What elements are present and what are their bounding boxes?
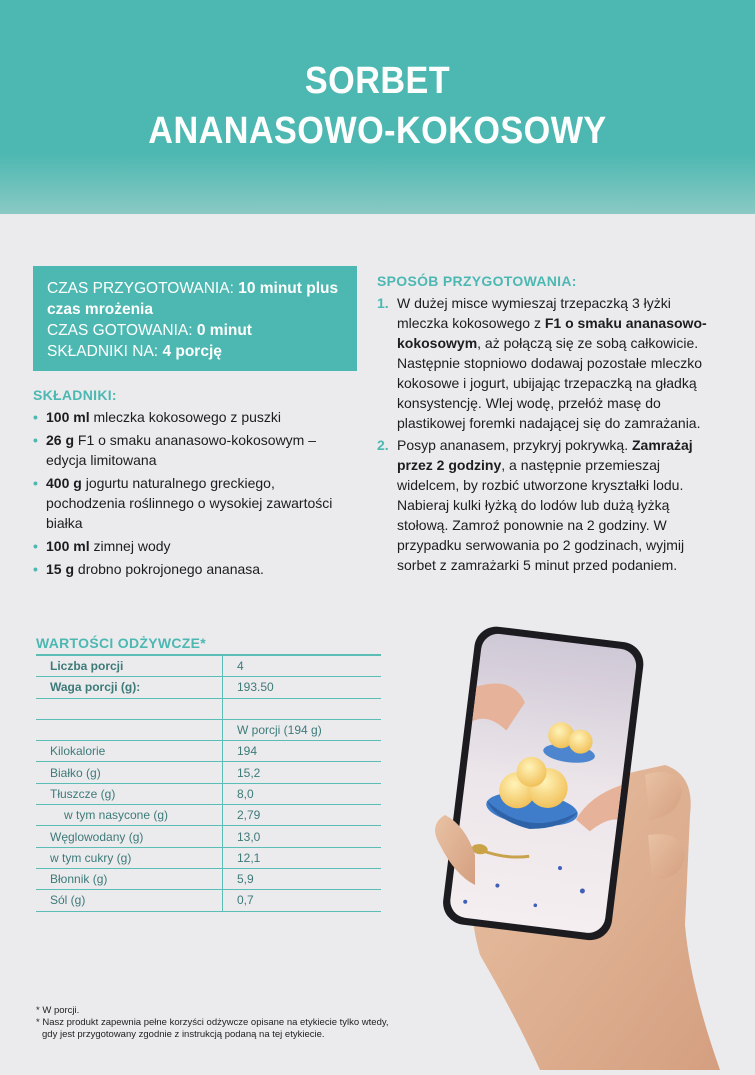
nutrition-label: Kilokalorie xyxy=(36,741,223,762)
ingredient-amount: 100 ml xyxy=(46,538,90,554)
table-row xyxy=(36,826,381,847)
nutrition-value: 2,79 xyxy=(223,805,382,826)
cook-label: CZAS GOTOWANIA: xyxy=(47,322,193,339)
nutrition-value: 12,1 xyxy=(223,847,382,868)
step-bold: Zamrażaj przez 2 godziny xyxy=(397,437,693,473)
nutrition-label: Błonnik (g) xyxy=(36,868,223,889)
nutrition-label: Węglowodany (g) xyxy=(36,826,223,847)
ingredient-amount: 15 g xyxy=(46,561,75,577)
ingredient-text: zimnej wody xyxy=(93,538,171,554)
step-text: , a następnie przemieszaj widelcem, by rozbić utworzone kryształki lodu. Nabieraj kulki łyżką do lodów lub dużą łyżką stołową. Zamroź ponownie na 2 godziny. W przypadku serwowania po 2 godzinach, wyjmij sorbet z zamrażarki 5 minut przed podaniem. xyxy=(397,457,685,573)
recipe-info-box xyxy=(33,266,357,371)
ingredient-amount: 26 g xyxy=(46,432,75,448)
step-bold: F1 o smaku ananasowo-kokosowym xyxy=(397,315,707,351)
nutrition-label xyxy=(36,719,223,740)
footnotes xyxy=(36,1005,396,1041)
nutrition-value: 193.50 xyxy=(223,677,382,698)
nutrition-label: Waga porcji (g): xyxy=(36,677,223,698)
ingredient-amount: 100 ml xyxy=(46,409,90,425)
footnote-1: * W porcji. xyxy=(36,1005,80,1016)
list-item xyxy=(33,536,353,556)
table-row xyxy=(36,741,381,762)
nutrition-value: 4 xyxy=(223,655,382,677)
table-row xyxy=(36,805,381,826)
ingredient-text: mleczka kokosowego z puszki xyxy=(93,409,282,425)
step-text: , aż połączą się ze sobą całkowicie. Następnie stopniowo dodawaj pozostałe mleczko kokosowe i jogurt, ubijając trzepaczką na gładką konsystencję. Wlej wodę, przełóż masę do plastikowej foremki nadającej się do zamrażania. xyxy=(397,335,703,431)
footnote-2: * Nasz produkt zapewnia pełne korzyści odżywcze opisane na etykiecie tylko wtedy, gdy jest przygotowany zgodnie z instrukcją podaną na tej etykiecie. xyxy=(36,1017,389,1040)
title-line-2: ANANASOWO-KOKOSOWY xyxy=(148,110,607,152)
table-row xyxy=(36,719,381,740)
nutrition-label: w tym nasycone (g) xyxy=(36,805,223,826)
nutrition-label xyxy=(36,698,223,719)
table-row xyxy=(36,868,381,889)
nutrition-heading: WARTOŚCI ODŻYWCZE* xyxy=(36,635,207,651)
nutrition-label: Tłuszcze (g) xyxy=(36,783,223,804)
list-item xyxy=(33,559,353,579)
nutrition-value: 0,7 xyxy=(223,890,382,911)
table-row xyxy=(36,762,381,783)
nutrition-label: Sól (g) xyxy=(36,890,223,911)
page-title xyxy=(38,56,718,156)
step-number: 1. xyxy=(377,295,389,311)
step-text: W dużej misce wymieszaj trzepaczką 3 łyżki mleczka kokosowego z xyxy=(397,295,671,331)
ingredient-text: jogurtu naturalnego greckiego, pochodzenia roślinnego o wysokiej zawartości białka xyxy=(46,475,333,531)
table-row xyxy=(36,677,381,698)
table-row xyxy=(36,890,381,911)
list-item xyxy=(33,430,353,470)
ingredient-amount: 400 g xyxy=(46,475,82,491)
method-steps xyxy=(377,293,717,575)
step-text: Posyp ananasem, przykryj pokrywką. xyxy=(397,437,632,453)
table-row xyxy=(36,783,381,804)
phone-photo xyxy=(420,625,755,1070)
prep-label: CZAS PRZYGOTOWANIA: xyxy=(47,280,234,297)
nutrition-value: 13,0 xyxy=(223,826,382,847)
title-line-1: SORBET xyxy=(304,60,451,102)
servings-value: 4 porcję xyxy=(162,343,222,360)
nutrition-table xyxy=(36,654,381,912)
ingredient-text: drobno pokrojonego ananasa. xyxy=(77,561,264,577)
nutrition-label: w tym cukry (g) xyxy=(36,847,223,868)
nutrition-value: 15,2 xyxy=(223,762,382,783)
step-1 xyxy=(377,293,717,433)
prep-value: 10 minut plus czas mrożenia xyxy=(47,280,339,318)
nutrition-value: 8,0 xyxy=(223,783,382,804)
hand-holding-phone-image xyxy=(420,625,755,1070)
ingredient-text: F1 o smaku ananasowo-kokosowym – edycja limitowana xyxy=(46,432,317,468)
cook-value: 0 minut xyxy=(196,322,252,339)
table-row xyxy=(36,847,381,868)
ingredients-list xyxy=(33,407,353,582)
nutrition-label: Białko (g) xyxy=(36,762,223,783)
nutrition-value xyxy=(223,698,382,719)
table-row xyxy=(36,698,381,719)
table-row xyxy=(36,655,381,677)
list-item xyxy=(33,407,353,427)
nutrition-value: 5,9 xyxy=(223,868,382,889)
method-heading: SPOSÓB PRZYGOTOWANIA: xyxy=(377,273,577,289)
servings-label: SKŁADNIKI NA: xyxy=(47,343,159,360)
nutrition-value: W porcji (194 g) xyxy=(223,719,382,740)
nutrition-label: Liczba porcji xyxy=(36,655,223,677)
nutrition-value: 194 xyxy=(223,741,382,762)
step-number: 2. xyxy=(377,437,389,453)
ingredients-heading: SKŁADNIKI: xyxy=(33,387,117,403)
step-2 xyxy=(377,435,717,575)
list-item xyxy=(33,473,353,533)
